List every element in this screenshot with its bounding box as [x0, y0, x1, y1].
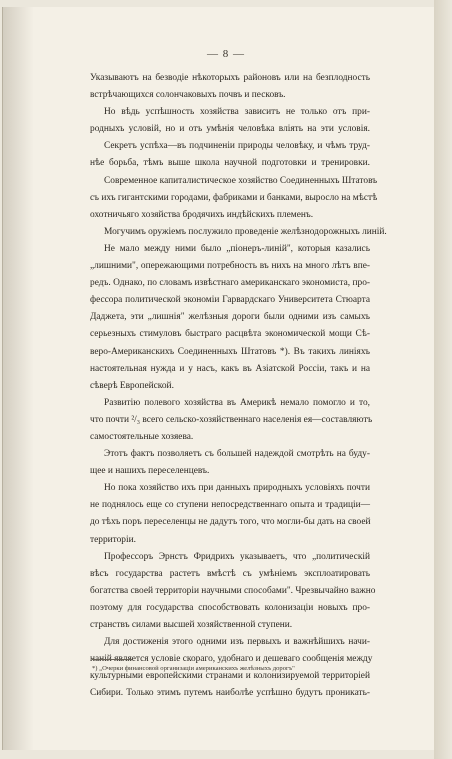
- text-line: родныхъ условій, но и отъ умѣнія человѣка вліять на эти условія.: [90, 124, 370, 135]
- body-text: [90, 70, 387, 702]
- spine-shadow: [2, 7, 34, 750]
- text-line: Но пока хозяйство ихъ при данныхъ природныхъ условіяхъ почти: [104, 483, 370, 494]
- text-line: странствъ силами высшей хозяйственной ступени.: [90, 620, 293, 630]
- text-line: веро-Американскихъ Соединенныхъ Штатовъ *). Въ такихъ линіяхъ: [90, 346, 370, 357]
- text-line: „лишними", опережающими потребность въ нихъ на много лѣтъ впе-: [90, 261, 370, 272]
- page-edge: [434, 0, 452, 759]
- text-line: Профессоръ Эрнстъ Фридрихъ указываетъ, что „политическій: [104, 551, 370, 562]
- text-line: до тѣхъ поръ переселенцы не дадутъ того, что могли-бы дать на своей: [90, 517, 371, 528]
- text-line: Указываютъ на безводіе нѣкоторыхъ районовъ или на безплодность: [90, 73, 370, 83]
- text-line: богатства своей территоріи научными способами". Чрезвычайно важно: [90, 585, 376, 596]
- text-line: Для достиженія этого одними изъ первыхъ и важнѣйшихъ начи-: [104, 637, 370, 648]
- text-line: Этотъ фактъ позволяетъ съ большей надеждой смотрѣть на буду-: [104, 449, 370, 460]
- text-line: поэтому для государства способствовать колонизаціи новыхъ про-: [90, 602, 370, 613]
- text-line: вѣсъ государства растетъ вмѣстѣ съ умѣніемъ эксплоатировать: [90, 568, 370, 579]
- text-line: наній является условіе скораго, удобнаго и дешеваго сообщенія между: [90, 654, 373, 665]
- footnote: *) „Очерки финансовой организаціи американскихъ желѣзныхъ дорогъ": [92, 665, 295, 672]
- text-line: Могучимъ оружіемъ послужило проведеніе желѣзнодорожныхъ линій.: [104, 226, 387, 237]
- page-number: — 8 —: [207, 48, 245, 60]
- text-line: съ ихъ гигантскими городами, фабриками и банками, выросло на мѣстѣ: [90, 192, 378, 203]
- text-line: самостоятельные хозяева.: [90, 431, 194, 442]
- text-line: щее и нашихъ переселенцевъ.: [90, 466, 210, 477]
- text-line: серьезныхъ стимуловъ быстраго расцвѣта экономической мощи Сѣ-: [90, 329, 370, 340]
- text-line: культурными европейскими странами и колонизируемой территоріей: [90, 671, 370, 682]
- text-line: Не мало между ними было „піонеръ-линій", которыя казались: [104, 243, 370, 254]
- text-line: встрѣчающихся солончаковыхъ почвъ и песковъ.: [90, 90, 286, 101]
- text-line: Современное капиталистическое хозяйство Соединенныхъ Штатовъ: [104, 175, 378, 186]
- text-line: Даджета, эти „лишнія" желѣзныя дороги были одними изъ самыхъ: [90, 312, 370, 323]
- text-line: Но вѣдь успѣшность хозяйства зависитъ не только отъ при-: [104, 107, 370, 118]
- text-line: территоріи.: [90, 534, 136, 545]
- text-line: нѣе борьба, тѣмъ выше школа научной подготовки и тренировки.: [90, 158, 370, 169]
- text-line: не поднялось еще со ступени непосредственнаго опыта и традиціи—: [90, 500, 370, 511]
- text-line: Секретъ успѣха—въ подчиненіи природы человѣку, и чѣмъ труд-: [104, 141, 370, 152]
- text-line: что почти ²/₃ всего сельско-хозяйственнаго населенія ея—составляютъ: [90, 414, 373, 425]
- text-line: редъ. Однако, по словамъ извѣстнаго американскаго экономиста, про-: [90, 278, 370, 289]
- text-line: фессора политической экономіи Гарвардскаго Университета Стюарта: [90, 295, 370, 306]
- text-line: настоятельная нужда и у насъ, какъ въ Азіатской Россіи, такъ и на: [90, 363, 370, 374]
- footnote-rule: [92, 659, 132, 660]
- text-line: Сибири. Только этимъ путемъ наиболѣе успѣшно будутъ проникать-: [90, 688, 370, 699]
- text-line: охотничьяго хозяйства бродячихъ индѣйскихъ племенъ.: [90, 209, 314, 220]
- text-line: сѣверѣ Европейской.: [90, 380, 174, 391]
- text-line: Развитію полевого хозяйства въ Америкѣ немало помогло и то,: [104, 397, 370, 408]
